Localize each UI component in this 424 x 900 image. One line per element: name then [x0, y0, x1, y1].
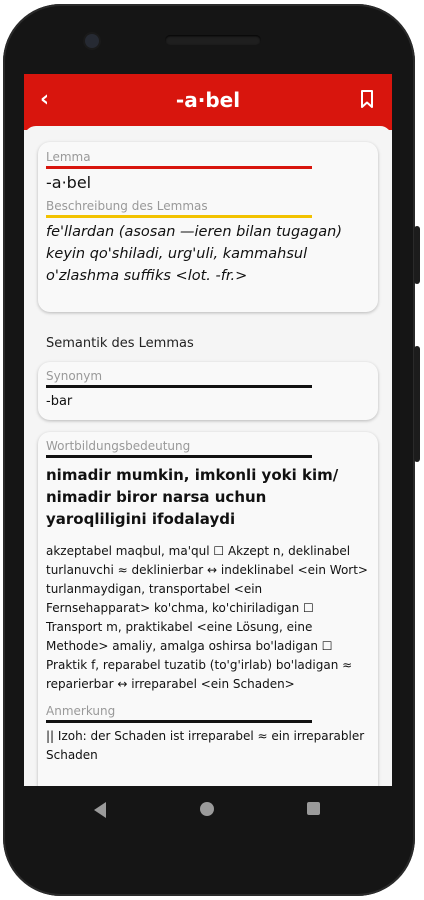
synonym-value: -bar — [46, 394, 73, 409]
bookmark-icon[interactable] — [360, 90, 374, 108]
note-bar — [46, 720, 312, 723]
lemma-value: -a·bel — [46, 173, 92, 192]
lemma-bar — [46, 166, 312, 169]
arrow-back-icon[interactable]: ‹ — [40, 87, 50, 112]
description-bar — [46, 215, 312, 218]
nav-back-icon[interactable] — [94, 802, 106, 818]
synonym-label: Synonym — [46, 369, 103, 383]
note-label: Anmerkung — [46, 704, 116, 718]
description-label: Beschreibung des Lemmas — [46, 199, 208, 213]
semantics-section-title: Semantik des Lemmas — [46, 336, 194, 351]
power-button — [414, 226, 420, 284]
nav-home-icon[interactable] — [200, 802, 214, 816]
page-title: -a·bel — [175, 88, 241, 112]
earpiece-speaker — [165, 35, 261, 45]
front-camera — [85, 34, 99, 48]
word-formation-bar — [46, 455, 312, 458]
lemma-label: Lemma — [46, 150, 91, 164]
volume-button — [414, 346, 420, 462]
word-formation-value: nimadir mumkin, imkonli yoki kim/ nimadir biror narsa uchun yaroqliligini ifodalaydi — [46, 466, 339, 528]
synonym-bar — [46, 385, 312, 388]
app-bar — [24, 74, 392, 130]
word-formation-card — [38, 432, 378, 786]
examples-text: akzeptabel maqbul, ma'qul ☐ Akzept n, deklinabel turlanuvchi ≈ deklinierbar ↔ indeklinabel <ein Wort> turlanmaydigan, transportabel <ein Fernsehapparat> ko'chma, ko'chiriladigan ☐ Transport m, praktikabel <eine Lösung, eine Methode> amaliy, amalga oshirsa bo'ladigan ☐ Praktik f, reparabel tuzatib (to'g'irlab) bo'ladigan ≈ reparierbar ↔ irreparabel <ein Schaden> — [46, 544, 368, 691]
app-screen — [24, 74, 392, 786]
system-nav-bar — [24, 786, 392, 834]
word-formation-label: Wortbildungsbedeutung — [46, 439, 191, 453]
lemma-card — [38, 142, 378, 312]
content-area — [24, 126, 392, 786]
nav-recents-icon[interactable] — [307, 802, 320, 815]
note-value: || Izoh: der Schaden ist irreparabel ≈ ein irreparabler Schaden — [46, 729, 365, 762]
description-value: fe'llardan (asosan —ieren bilan tugagan) keyin qo'shiladi, urg'uli, kammahsul o'zlashma suffiks <lot. -fr.> — [46, 224, 342, 284]
synonym-card — [38, 362, 378, 420]
